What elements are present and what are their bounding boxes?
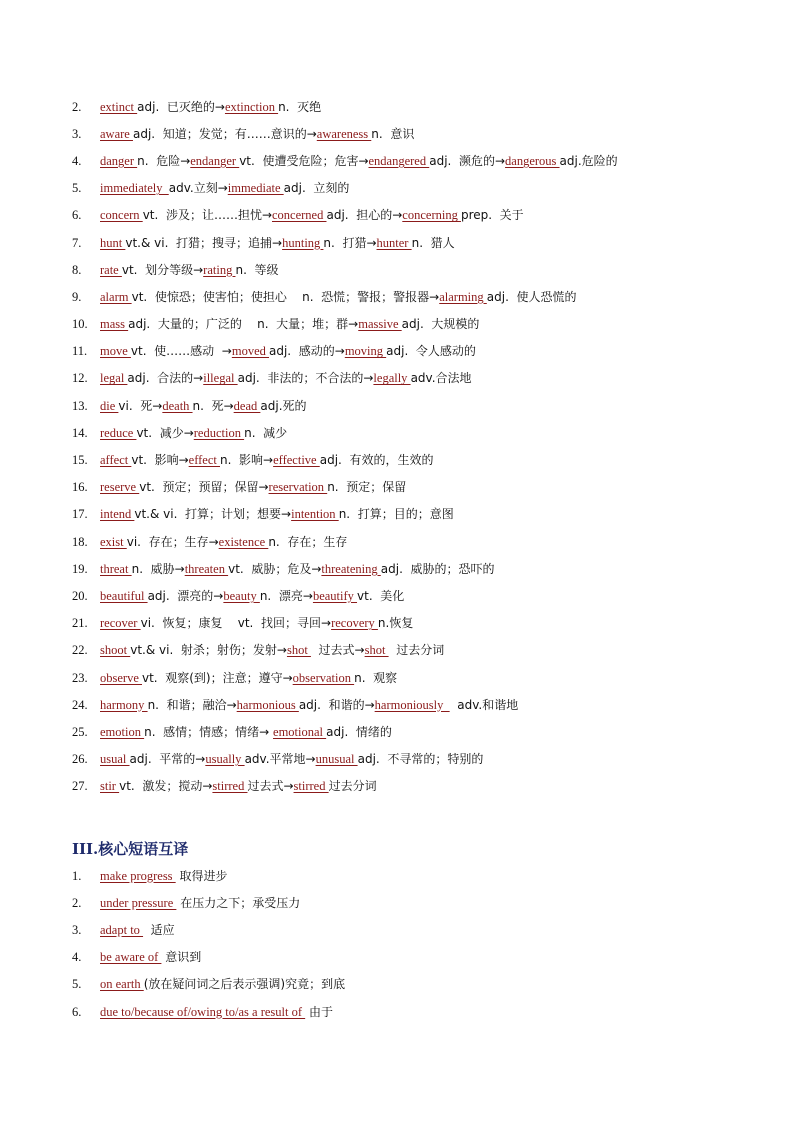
vocab-row <box>72 637 762 664</box>
definition-text: vt. 激发；搅动→ <box>119 779 213 794</box>
answer-word: unusual <box>315 752 358 767</box>
item-number: 14. <box>72 425 88 440</box>
definition-text: 过去分词 <box>388 643 445 658</box>
definition-text: n. 观察 <box>354 670 398 685</box>
item-number: 18. <box>72 534 88 549</box>
answer-word: observe <box>100 670 142 685</box>
definition-text: vt. 使……感动 → <box>130 344 232 359</box>
phrase-row <box>72 862 762 889</box>
item-number: 22. <box>72 643 88 658</box>
definition-text: n. 和谐；融洽→ <box>147 697 237 712</box>
vocab-row <box>72 175 762 202</box>
vocab-row <box>72 93 762 120</box>
definition-text: adj. 令人感动的 <box>386 344 476 359</box>
definition-text: adj. 感动的→ <box>269 344 345 359</box>
answer-word: mass <box>100 317 129 332</box>
phrase-row <box>72 916 762 943</box>
definition-text: adj. 和谐的→ <box>298 697 375 712</box>
answer-word: concern <box>100 208 143 223</box>
definition-text: vi. 存在；生存→ <box>126 534 219 549</box>
definition-text: 在压力之下；承受压力 <box>176 895 301 910</box>
answer-word: be aware of <box>100 950 162 965</box>
answer-word: reduce <box>100 425 137 440</box>
item-number: 2. <box>72 99 82 114</box>
definition-text: n. 威胁→ <box>131 561 185 576</box>
definition-text: n. 危险→ <box>137 153 191 168</box>
definition-text: adj. 大规模的 <box>401 317 480 332</box>
answer-word: harmony <box>100 697 148 712</box>
answer-word: affect <box>100 453 132 468</box>
item-number: 16. <box>72 480 88 495</box>
answer-word: beautify <box>312 588 358 603</box>
definition-text: n. 影响→ <box>220 453 274 468</box>
vocab-row <box>72 338 762 365</box>
item-number: 15. <box>72 453 88 468</box>
answer-word: shot <box>364 643 389 658</box>
answer-word: threaten <box>184 561 229 576</box>
answer-word: under pressure <box>100 895 177 910</box>
definition-text: vt. 预定；预留；保留→ <box>139 480 269 495</box>
answer-word: danger <box>100 153 138 168</box>
answer-word: concerning <box>402 208 461 223</box>
vocabulary-list <box>72 93 762 800</box>
answer-word: adapt to <box>100 922 144 937</box>
definition-text: adj. 立刻的 <box>283 181 350 196</box>
item-number: 5. <box>72 977 82 992</box>
answer-word: die <box>100 398 119 413</box>
answer-word: reservation <box>268 480 328 495</box>
definition-text: n.恢复 <box>377 616 414 631</box>
item-number: 25. <box>72 724 88 739</box>
definition-text: adj. 漂亮的→ <box>147 588 224 603</box>
definition-text: adv.和谐地 <box>449 697 519 712</box>
item-number: 21. <box>72 616 88 631</box>
answer-word: massive <box>358 317 402 332</box>
answer-word: emotion <box>100 724 145 739</box>
definition-text: vt. 影响→ <box>131 453 189 468</box>
answer-word: dangerous <box>505 153 560 168</box>
item-number: 1. <box>72 868 82 883</box>
definition-text: adj. 威胁的；恐吓的 <box>380 561 495 576</box>
answer-word: stir <box>100 779 120 794</box>
definition-text: adj.死的 <box>260 398 307 413</box>
answer-word: immediate <box>227 181 284 196</box>
answer-word: harmonious <box>236 697 299 712</box>
definition-text: 意识到 <box>161 950 202 965</box>
vocab-row <box>72 664 762 691</box>
definition-text: adj. 有效的，生效的 <box>319 453 434 468</box>
answer-word: legally <box>373 371 411 386</box>
definition-text: vi. 死→ <box>118 398 163 413</box>
answer-word: effect <box>188 453 220 468</box>
answer-word: illegal <box>203 371 238 386</box>
answer-word: intend <box>100 507 135 522</box>
vocab-row <box>72 773 762 800</box>
item-number: 11. <box>72 344 88 359</box>
definition-text: 过去式→ <box>247 779 294 794</box>
item-number: 8. <box>72 262 82 277</box>
answer-word: aware <box>100 126 133 141</box>
answer-word: dead <box>233 398 261 413</box>
item-number: 23. <box>72 670 88 685</box>
definition-text: vt. 减少→ <box>136 425 194 440</box>
answer-word: awareness <box>316 126 372 141</box>
definition-text: 取得进步 <box>175 868 228 883</box>
vocab-row <box>72 202 762 229</box>
answer-word: moving <box>344 344 387 359</box>
definition-text: adj. 平常的→ <box>129 752 206 767</box>
definition-text: n. 死→ <box>192 398 234 413</box>
answer-word: beautiful <box>100 588 148 603</box>
definition-text: 适应 <box>143 922 175 937</box>
vocab-row <box>72 746 762 773</box>
definition-text: vt.& vi. 射杀；射伤；发射→ <box>130 643 287 658</box>
answer-word: hunter <box>376 235 412 250</box>
item-number: 4. <box>72 950 82 965</box>
definition-text: vi. 恢复；康复 vt. 找回；寻回→ <box>140 616 332 631</box>
item-number: 19. <box>72 561 88 576</box>
answer-word: endangered <box>368 153 430 168</box>
item-number: 17. <box>72 507 88 522</box>
definition-text: adv.合法地 <box>410 371 472 386</box>
definition-text: vt. 美化 <box>357 588 405 603</box>
item-number: 3. <box>72 126 82 141</box>
answer-word: rate <box>100 262 122 277</box>
vocab-row <box>72 474 762 501</box>
definition-text: (放在疑问词之后表示强调)究竟；到底 <box>143 977 346 992</box>
item-number: 12. <box>72 371 88 386</box>
answer-word: hunt <box>100 235 126 250</box>
item-number: 7. <box>72 235 82 250</box>
section-heading: III.核心短语互译 <box>72 840 189 858</box>
answer-word: recovery <box>331 616 378 631</box>
definition-text: adj.危险的 <box>559 153 618 168</box>
vocab-row <box>72 256 762 283</box>
definition-text: n. 存在；生存 <box>268 534 348 549</box>
answer-word: reserve <box>100 480 140 495</box>
answer-word: hunting <box>282 235 324 250</box>
item-number: 5. <box>72 181 82 196</box>
item-number: 26. <box>72 752 88 767</box>
answer-word: endanger <box>190 153 240 168</box>
definition-text: n. 减少 <box>244 425 288 440</box>
definition-text: adj. 非法的；不合法的→ <box>237 371 374 386</box>
answer-word: immediately <box>100 181 169 196</box>
definition-text: vt. 涉及；让……担忧→ <box>142 208 272 223</box>
definition-text: adj. 已灭绝的→ <box>137 99 225 114</box>
definition-text: n. 猎人 <box>411 235 455 250</box>
definition-text: vt. 威胁；危及→ <box>228 561 322 576</box>
item-number: 27. <box>72 779 88 794</box>
answer-word: extinction <box>224 99 279 114</box>
definition-text: vt.& vi. 打猎；搜寻；追捕→ <box>125 235 283 250</box>
definition-text: adj. 大量的；广泛的 n. 大量；堆；群→ <box>128 317 359 332</box>
vocab-row <box>72 365 762 392</box>
answer-word: reduction <box>193 425 245 440</box>
item-number: 10. <box>72 317 88 332</box>
answer-word: usually <box>205 752 245 767</box>
vocab-row <box>72 419 762 446</box>
phrase-row <box>72 998 762 1025</box>
answer-word: effective <box>273 453 320 468</box>
definition-text: adj. 使人恐慌的 <box>486 289 577 304</box>
item-number: 4. <box>72 153 82 168</box>
answer-word: shot <box>286 643 311 658</box>
answer-word: stirred <box>293 779 329 794</box>
answer-word: threatening <box>321 561 381 576</box>
answer-word: emotional <box>273 724 327 739</box>
vocab-row <box>72 283 762 310</box>
phrase-row <box>72 971 762 998</box>
definition-text: n. 漂亮→ <box>259 588 313 603</box>
vocab-row <box>72 528 762 555</box>
answer-word: threat <box>100 561 132 576</box>
answer-word: moved <box>231 344 269 359</box>
definition-text: n. 等级 <box>235 262 279 277</box>
definition-text: adj. 知道；发觉；有……意识的→ <box>132 126 317 141</box>
vocab-row <box>72 147 762 174</box>
definition-text: adj. 不寻常的；特别的 <box>357 752 484 767</box>
answer-word: usual <box>100 752 130 767</box>
definition-text: vt. 划分等级→ <box>121 262 204 277</box>
phrase-row <box>72 944 762 971</box>
item-number: 6. <box>72 1004 82 1019</box>
answer-word: move <box>100 344 131 359</box>
definition-text: prep. 关于 <box>460 208 524 223</box>
definition-text: adj. 担心的→ <box>326 208 403 223</box>
vocab-row <box>72 691 762 718</box>
vocab-row <box>72 718 762 745</box>
answer-word: stirred <box>212 779 248 794</box>
definition-text: adj. 濒危的→ <box>429 153 506 168</box>
definition-text: n. 感情；情感；情绪→ <box>144 724 274 739</box>
answer-word: harmoniously <box>374 697 450 712</box>
item-number: 6. <box>72 208 82 223</box>
vocab-row <box>72 582 762 609</box>
definition-text: n. 预定；保留 <box>327 480 407 495</box>
phrase-list <box>72 862 762 1025</box>
definition-text: vt. 使遭受危险；危害→ <box>239 153 369 168</box>
answer-word: recover <box>100 616 141 631</box>
definition-text: n. 打算；目的；意图 <box>338 507 454 522</box>
item-number: 13. <box>72 398 88 413</box>
vocab-row <box>72 120 762 147</box>
item-number: 3. <box>72 922 82 937</box>
phrase-row <box>72 889 762 916</box>
item-number: 20. <box>72 588 88 603</box>
definition-text: 由于 <box>305 1004 333 1019</box>
vocab-row <box>72 610 762 637</box>
definition-text: vt. 观察(到)；注意；遵守→ <box>142 670 293 685</box>
definition-text: n. 意识 <box>371 126 415 141</box>
answer-word: make progress <box>100 868 176 883</box>
definition-text: adv.平常地→ <box>244 752 316 767</box>
answer-word: legal <box>100 371 128 386</box>
answer-word: observation <box>292 670 355 685</box>
answer-word: on earth <box>100 977 144 992</box>
answer-word: concerned <box>272 208 327 223</box>
definition-text: 过去分词 <box>328 779 377 794</box>
answer-word: beauty <box>223 588 260 603</box>
answer-word: intention <box>291 507 339 522</box>
definition-text: 过去式→ <box>310 643 365 658</box>
vocab-row <box>72 446 762 473</box>
answer-word: due to/because of/owing to/as a result of <box>100 1004 306 1019</box>
answer-word: alarm <box>100 289 132 304</box>
definition-text: n. 打猎→ <box>323 235 377 250</box>
vocab-row <box>72 229 762 256</box>
item-number: 24. <box>72 697 88 712</box>
vocab-row <box>72 311 762 338</box>
vocab-row <box>72 555 762 582</box>
vocab-row <box>72 501 762 528</box>
answer-word: exist <box>100 534 127 549</box>
answer-word: existence <box>218 534 269 549</box>
item-number: 2. <box>72 895 82 910</box>
vocab-row <box>72 392 762 419</box>
answer-word: shoot <box>100 643 131 658</box>
item-number: 9. <box>72 289 82 304</box>
definition-text: adv.立刻→ <box>168 181 228 196</box>
definition-text: vt.& vi. 打算；计划；想要→ <box>134 507 292 522</box>
answer-word: rating <box>203 262 236 277</box>
answer-word: extinct <box>100 99 138 114</box>
definition-text: vt. 使惊恐；使害怕；使担心 n. 恐慌；警报；警报器→ <box>131 289 440 304</box>
definition-text: n. 灭绝 <box>278 99 322 114</box>
answer-word: death <box>162 398 193 413</box>
definition-text: adj. 情绪的 <box>326 724 392 739</box>
answer-word: alarming <box>439 289 487 304</box>
definition-text: adj. 合法的→ <box>127 371 204 386</box>
